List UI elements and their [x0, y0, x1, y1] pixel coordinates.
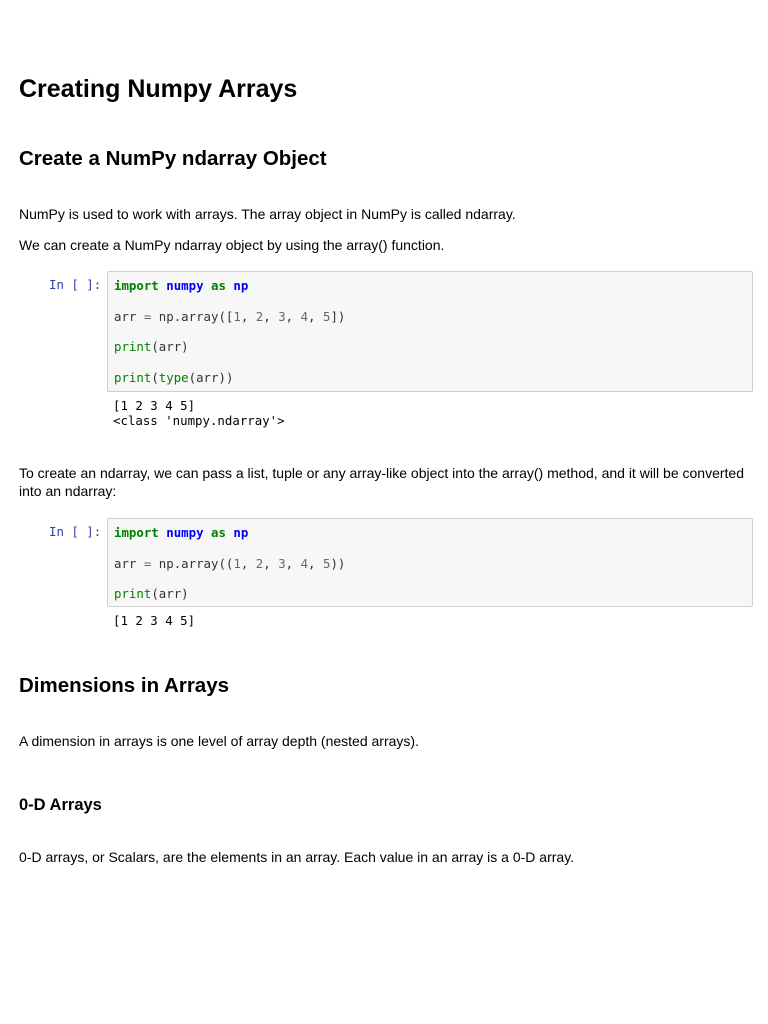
cell-2-line-2: arr = np.array((1, 2, 3, 4, 5)) — [114, 556, 346, 571]
paragraph-ndarray-intro: NumPy is used to work with arrays. The array object in NumPy is called ndarray. — [19, 206, 516, 222]
cell-1-line-2: arr = np.array([1, 2, 3, 4, 5]) — [114, 309, 346, 324]
cell-1-code-editor[interactable] — [107, 271, 753, 392]
page-title: Creating Numpy Arrays — [19, 75, 298, 103]
cell-2-prompt: In [ ]: — [49, 524, 102, 539]
section-heading-create-ndarray: Create a NumPy ndarray Object — [19, 147, 327, 170]
cell-1-prompt: In [ ]: — [49, 277, 102, 292]
cell-1-output: [1 2 3 4 5] <class 'numpy.ndarray'> — [113, 398, 285, 428]
paragraph-array-function: We can create a NumPy ndarray object by using the array() function. — [19, 237, 445, 253]
cell-2-line-1: import numpy as np — [114, 525, 249, 540]
cell-2-output: [1 2 3 4 5] — [113, 613, 196, 628]
cell-2-code-editor[interactable] — [107, 518, 753, 607]
cell-1-line-3: print(arr) — [114, 339, 189, 354]
cell-1-line-4: print(type(arr)) — [114, 370, 234, 385]
paragraph-0d-arrays: 0-D arrays, or Scalars, are the elements in an array. Each value in an array is a 0-D array. — [19, 849, 575, 865]
section-heading-dimensions: Dimensions in Arrays — [19, 674, 230, 697]
subheading-0d-arrays: 0-D Arrays — [19, 796, 102, 814]
cell-2-line-3: print(arr) — [114, 586, 189, 601]
paragraph-ndarray-conversion: To create an ndarray, we can pass a list, tuple or any array-like object into the array() method, and it will be converted into an ndarray: — [19, 465, 744, 499]
cell-1-line-1: import numpy as np — [114, 278, 249, 293]
paragraph-dimension-definition: A dimension in arrays is one level of array depth (nested arrays). — [19, 733, 419, 749]
